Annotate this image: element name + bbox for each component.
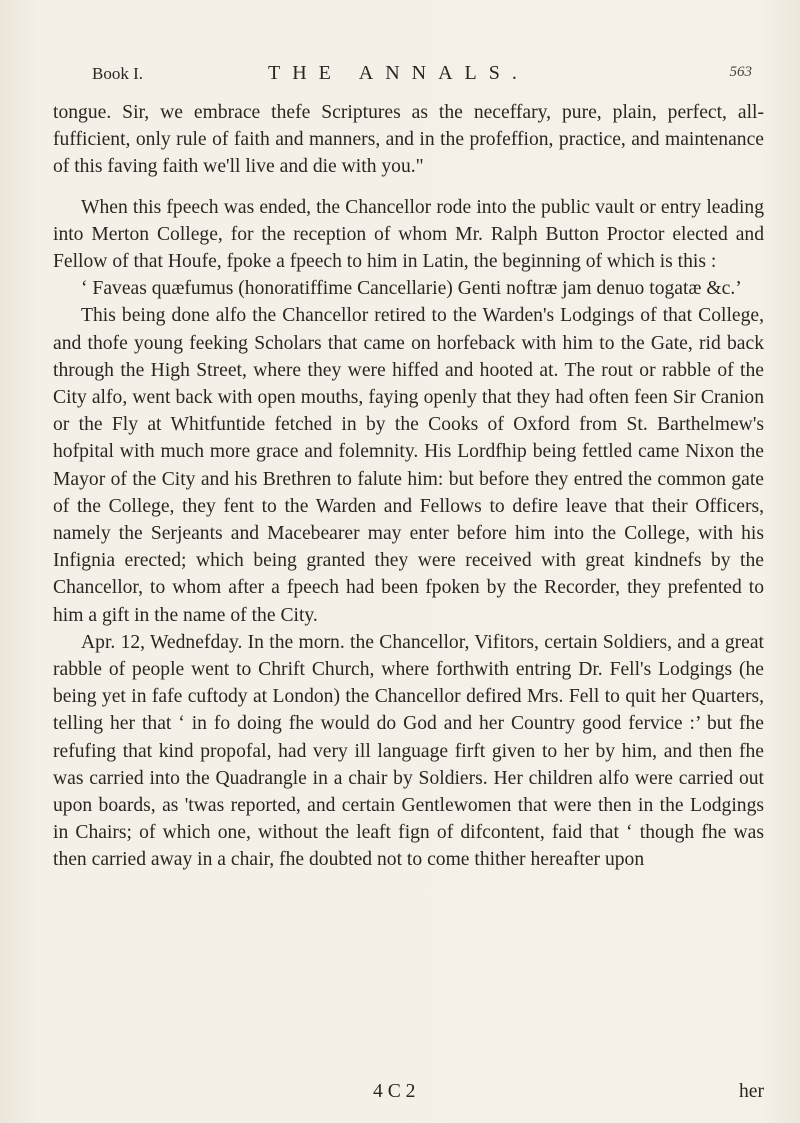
paragraph-4: Apr. 12, Wednefday. In the morn. the Chancellor, Vifitors, certain Soldiers, and a great rabble of people went to Chrift Church, where forthwith entring Dr. Fell's Lodgings (he being yet in fafe cuftody at London) the Chancellor defired Mrs. Fell to quit her Quarters, telling her that ‘ in fo doing fhe would do God and her Country good fervice :’ but fhe refufing that kind propofal, had very ill language firft given to her by him, and then fhe was carried into the Quadrangle in a chair by Soldiers. Her children alfo were carried out upon boards, as 'twas reported, and certain Gentlewomen that were then in the Lodgings in Chairs; of which one, without the leaft fign of difcontent, faid that ‘ though fhe was then carried away in a chair, fhe doubted not to come thither hereafter upon [53,631,764,871]
book-label: Book I. [92,64,143,83]
page-footer [53,1081,764,1109]
body-text [53,99,764,874]
page-number: 563 [729,64,752,80]
running-title: THE ANNALS. [268,62,529,84]
paragraph-1: tongue. Sir, we embrace thefe Scriptures as the neceffary, pure, plain, perfect, all-fufficient, only rule of faith and manners, and in the profeffion, practice, and maintenance of this faving faith we'll live and die with you." [53,102,764,178]
paragraph-2: When this fpeech was ended, the Chancellor rode into the public vault or entry leading into Merton College, for the reception of whom Mr. Ralph Button Proctor elected and Fellow of that Houfe, fpoke a fpeech to him in Latin, the beginning of which is this : [53,196,764,273]
signature-mark: 4 C 2 [373,1081,416,1102]
running-head [92,62,752,90]
catchword: her [738,1081,764,1102]
latin-quotation: ‘ Faveas quæfumus (honoratiffime Cancellarie) Genti noftræ jam denuo togatæ &c.’ [81,278,742,300]
paragraph-3: This being done alfo the Chancellor retired to the Warden's Lodgings of that College, and thofe young feeking Scholars that came on horfeback with him to the Gate, rid back through the High Street, where they were hiffed and hooted at. The rout or rabble of the City alfo, went back with open mouths, faying openly that they had often feen Sir Cranion or the Fly at Whitfuntide fetched in by the Cooks of Oxford from St. Barthelmew's hofpital with much more grace and folemnity. His Lordfhip being fettled came Nixon the Mayor of the City and his Brethren to falute him: but before they entred the common gate of the College, they fent to the Warden and Fellows to defire leave that their Officers, namely the Serjeants and Macebearer may enter before him into the College, with his Infignia erected; which being granted they were received with great kindnefs by the Chancellor, to whom after a fpeech had been fpoken by the Recorder, they prefented to him a gift in the name of the City. [53,305,764,626]
